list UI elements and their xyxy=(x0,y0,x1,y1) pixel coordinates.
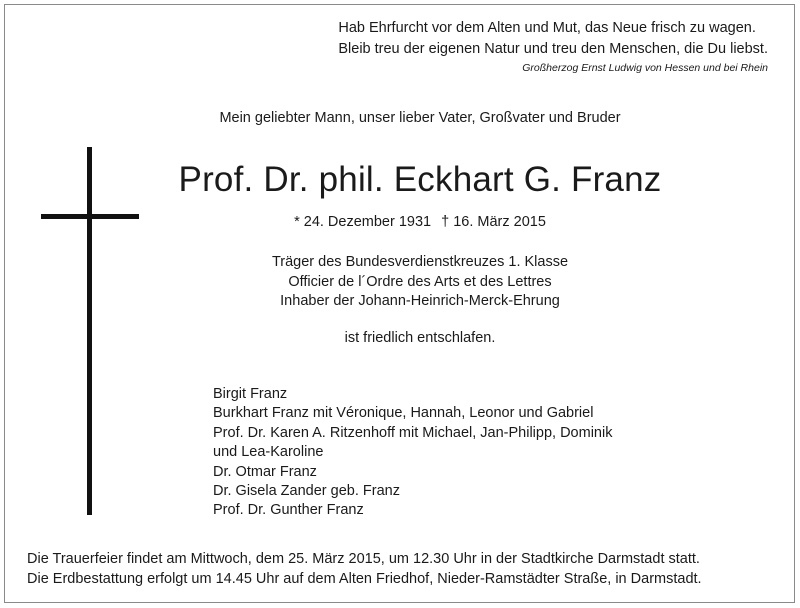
passed-away-line: ist friedlich entschlafen. xyxy=(344,330,496,346)
funeral-details xyxy=(27,550,702,589)
epigraph-line: Bleib treu der eigenen Natur und treu den Menschen, die Du liebst. xyxy=(338,41,768,57)
epigraph-line: Hab Ehrfurcht vor dem Alten und Mut, das Neue frisch zu wagen. xyxy=(338,20,756,36)
mourner-line: Prof. Dr. Karen A. Ritzenhoff mit Michael, Jan-Philipp, Dominik xyxy=(213,424,613,441)
honor-item: Inhaber der Johann-Heinrich-Merck-Ehrung xyxy=(280,293,560,309)
mourner-line: Birgit Franz xyxy=(213,386,288,402)
life-dates xyxy=(0,214,800,230)
mourner-line: Burkhart Franz mit Véronique, Hannah, Leonor und Gabriel xyxy=(213,405,594,422)
birth-date: * 24. Dezember 1931 xyxy=(294,214,432,230)
intro-line: Mein geliebter Mann, unser lieber Vater, Großvater und Bruder xyxy=(219,110,621,126)
epigraph-author: Großherzog Ernst Ludwig von Hessen und bei Rhein xyxy=(522,62,768,74)
honors-list xyxy=(0,253,800,312)
deceased-name: Prof. Dr. phil. Eckhart G. Franz xyxy=(178,160,662,199)
mourner-line: Dr. Gisela Zander geb. Franz xyxy=(213,483,400,500)
mourner-line: Dr. Otmar Franz xyxy=(213,463,317,480)
mourner-line: Prof. Dr. Gunther Franz xyxy=(213,502,364,519)
mourners-list xyxy=(213,385,612,521)
honor-item: Officier de l´Ordre des Arts et des Lettres xyxy=(288,273,552,290)
death-date: † 16. März 2015 xyxy=(441,214,546,230)
funeral-service-line: Die Trauerfeier findet am Mittwoch, dem 25. März 2015, um 12.30 Uhr in der Stadtkirche Darmstadt statt. xyxy=(27,551,700,567)
burial-line: Die Erdbestattung erfolgt um 14.45 Uhr auf dem Alten Friedhof, Nieder-Ramstädter Straße, in Darmstadt. xyxy=(27,570,702,587)
epigraph xyxy=(338,18,768,74)
honor-item: Träger des Bundesverdienstkreuzes 1. Klasse xyxy=(271,254,569,270)
mourner-line: und Lea-Karoline xyxy=(213,444,324,461)
